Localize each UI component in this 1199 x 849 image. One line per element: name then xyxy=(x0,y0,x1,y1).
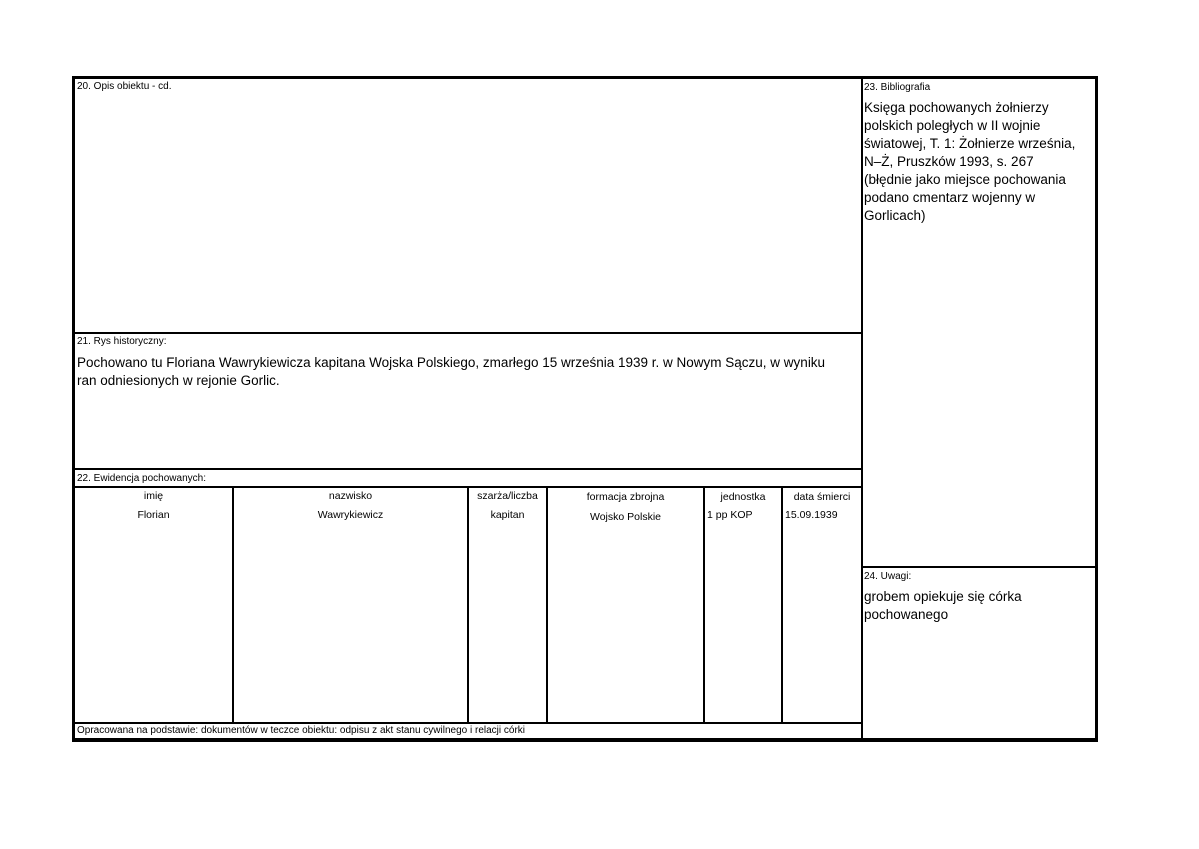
section-24-text xyxy=(864,588,1094,624)
divider-22-footer xyxy=(75,722,862,724)
section-20-description-cont xyxy=(75,79,861,334)
section-21-label: 21. Rys historyczny: xyxy=(77,336,167,347)
remarks-line: pochowanego xyxy=(864,607,949,622)
section-20-label: 20. Opis obiektu - cd. xyxy=(77,81,172,92)
remarks-line: grobem opiekuje się córka xyxy=(864,589,1022,604)
bibliography-line: światowej, T. 1: Żołnierze września, xyxy=(864,136,1076,151)
section-23-label: 23. Bibliografia xyxy=(864,82,931,93)
cell-formation: Wojsko Polskie xyxy=(590,511,661,523)
bibliography-line: podano cmentarz wojenny w xyxy=(864,190,1036,205)
bibliography-line: Księga pochowanych żołnierzy xyxy=(864,100,1049,115)
col-header-first-name: imię xyxy=(143,490,164,502)
cell-surname: Wawrykiewicz xyxy=(317,509,384,521)
section-21-text: Pochowano tu Floriana Wawrykiewicza kapitana Wojska Polskiego, zmarłego 15 września 1939 r. w Nowym Sączu, w wyniku ran odniesionych w rejonie Gorlic. xyxy=(77,355,826,388)
col-divider-5 xyxy=(781,487,783,723)
section-22-footer: Opracowana na podstawie: dokumentów w teczce obiektu: odpisu z akt stanu cywilnego i relacji córki xyxy=(77,725,526,736)
cell-unit: 1 pp KOP xyxy=(707,509,753,521)
bibliography-line: Gorlicach) xyxy=(864,208,926,223)
section-24-label: 24. Uwagi: xyxy=(864,571,912,582)
col-header-surname: nazwisko xyxy=(328,490,373,502)
divider-bottom-left xyxy=(75,738,862,740)
cell-death-date: 15.09.1939 xyxy=(785,509,838,521)
cell-rank: kapitan xyxy=(490,509,525,521)
section-24-remarks xyxy=(863,568,1095,738)
bibliography-line: (błędnie jako miejsce pochowania xyxy=(864,172,1066,187)
section-23-text xyxy=(864,99,1094,225)
cell-first-name: Florian xyxy=(137,509,170,521)
section-23-bibliography xyxy=(863,79,1095,566)
col-header-rank: szarża/liczba xyxy=(477,490,538,502)
col-divider-2 xyxy=(467,487,469,723)
col-divider-1 xyxy=(232,487,234,723)
col-header-formation: formacja zbrojna xyxy=(586,491,665,503)
form-frame xyxy=(72,76,1098,742)
bibliography-line: N–Ż, Pruszków 1993, s. 267 xyxy=(864,154,1034,169)
col-header-unit: jednostka xyxy=(720,491,766,503)
col-header-death-date: data śmierci xyxy=(793,491,851,503)
section-22-label: 22. Ewidencja pochowanych: xyxy=(77,473,206,484)
col-divider-4 xyxy=(703,487,705,723)
bibliography-line: polskich poległych w II wojnie xyxy=(864,118,1041,133)
section-21-history xyxy=(75,334,861,470)
